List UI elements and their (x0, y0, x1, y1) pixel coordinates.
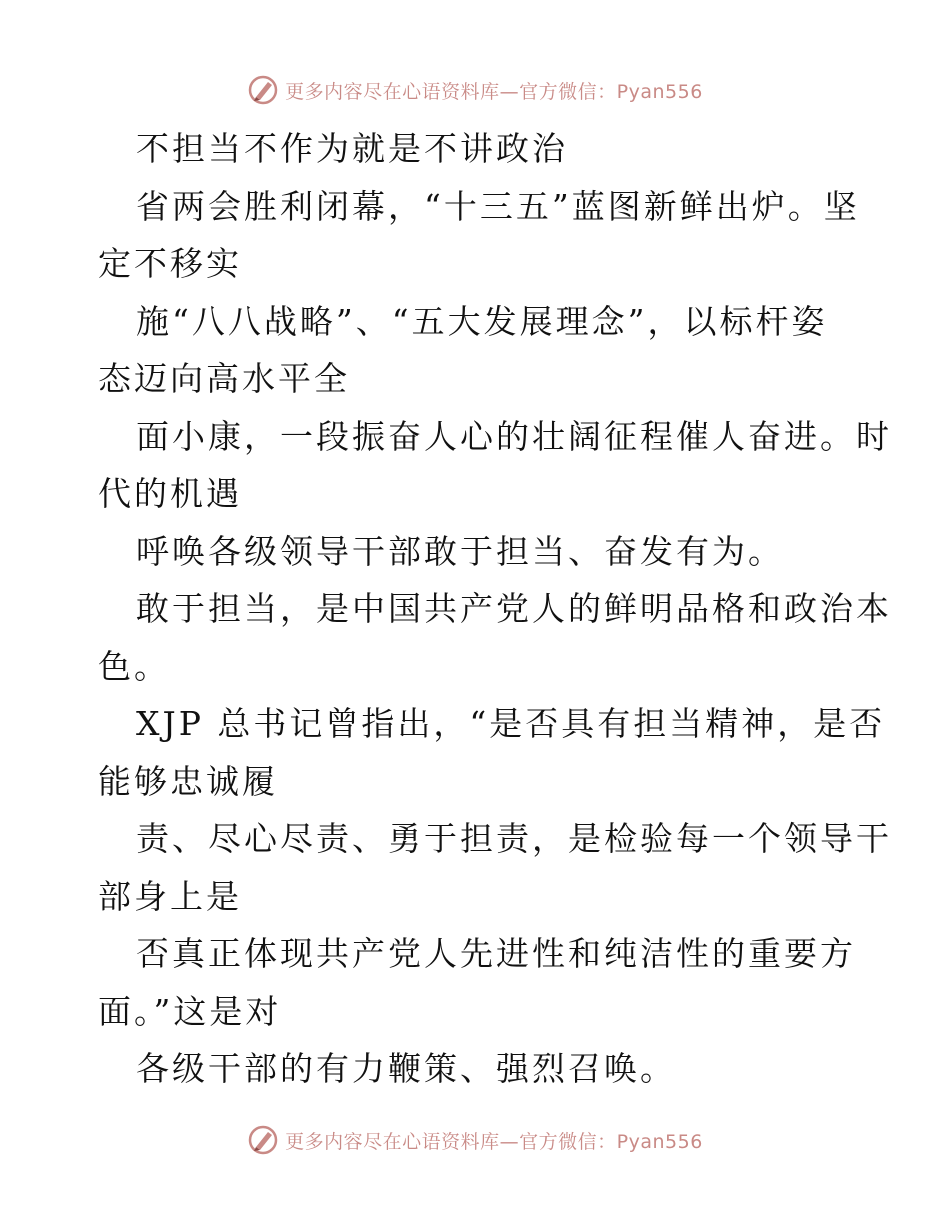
paragraph-line: 色。 (98, 646, 170, 686)
paragraph-line: 呼唤各级领导干部敢于担当、奋发有为。 (136, 531, 784, 571)
paragraph-line: 省两会胜利闭幕，“十三五”蓝图新鲜出炉。坚 (136, 186, 860, 226)
paragraph-line: 敢于担当，是中国共产党人的鲜明品格和政治本 (136, 589, 892, 628)
header-watermark (0, 70, 950, 110)
paragraph-line: 定不移实 (98, 244, 242, 283)
paragraph-line: XJP 总书记曾指出，“是否具有担当精神，是否 (136, 704, 886, 743)
paragraph-line: 态迈向高水平全 (98, 359, 350, 398)
paragraph-line: 责、尽心尽责、勇于担责，是检验每一个领导干 (136, 819, 892, 858)
paragraph-line: 代的机遇 (98, 474, 242, 513)
paragraph-line: 面。”这是对 (98, 991, 282, 1031)
paragraph-line: 不担当不作为就是不讲政治 (136, 129, 568, 168)
paragraph-line: 能够忠诚履 (98, 761, 278, 801)
footer-watermark (0, 1120, 950, 1160)
paragraph-line: 部身上是 (98, 876, 242, 916)
pen-circle-icon (247, 1124, 279, 1156)
paragraph-line: 施“八八战略”、“五大发展理念”，以标杆姿 (136, 301, 828, 341)
pen-circle-icon (247, 74, 279, 106)
paragraph-line: 面小康，一段振奋人心的壮阔征程催人奋进。时 (136, 416, 892, 456)
paragraph-line: 否真正体现共产党人先进性和纯洁性的重要方 (136, 934, 856, 973)
paragraph-line: 各级干部的有力鞭策、强烈召唤。 (136, 1049, 676, 1088)
header-watermark-text: 更多内容尽在心语资料库—官方微信：Pyan556 (285, 80, 703, 103)
footer-watermark-text: 更多内容尽在心语资料库—官方微信：Pyan556 (285, 1130, 703, 1153)
document-body (98, 120, 892, 1098)
